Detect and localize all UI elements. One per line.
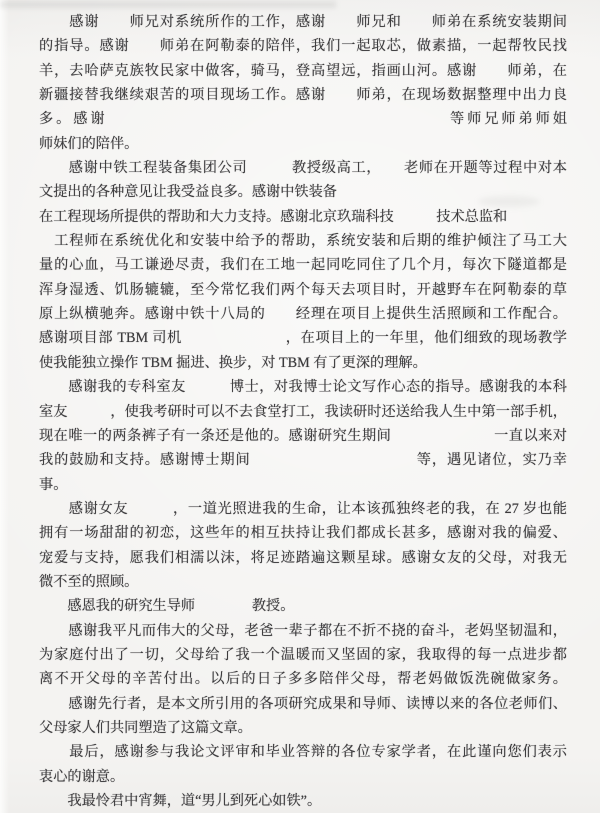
- text-line: 现在唯一的两条裤子有一条还是他的。感谢研究生期间 一直以来对: [39, 427, 567, 444]
- text-line: 工程师在系统优化和安装中给予的帮助，系统安装和后期的维护倾注了马工大: [39, 233, 567, 250]
- text-line: 羊，去哈萨克族牧民家中做客，骑马，登高望远，指画山河。感谢 师弟，在: [39, 62, 567, 79]
- acknowledgements-text-body: [39, 10, 567, 813]
- text-line: 在工程现场所提供的帮助和大力支持。感谢北京玖瑞科技 技术总监和: [39, 208, 508, 225]
- page-left-edge-highlight: [0, 0, 9, 813]
- text-line: 感谢先行者，是本文所引用的各项研究成果和导师、读博以来的各位老师们、: [39, 695, 567, 712]
- text-line: 感谢 师兄对系统所作的工作，感谢 师兄和 师弟在系统安装期间: [39, 14, 567, 30]
- text-line: 感谢我平凡而伟大的父母，老爸一辈子都在不折不挠的奋斗，老妈坚韧温和，: [39, 622, 567, 639]
- text-line: 宠爱与支持，愿我们相濡以沫，将足迹踏遍这颗星球。感谢女友的父母，对我无: [39, 549, 567, 566]
- text-line: 原上纵横驰奔。感谢中铁十八局的 经理在项目上提供生活照顾和工作配合。: [39, 306, 567, 323]
- text-line: 最后，感谢参与我论文评审和毕业答辩的各位专家学者，在此谨向您们表示: [39, 744, 567, 761]
- text-line: 衷心的谢意。: [39, 768, 125, 785]
- text-line: 微不至的照顾。: [39, 573, 139, 590]
- text-line: 我的鼓励和支持。感谢博士期间 等，遇见诸位，实乃幸: [39, 452, 567, 469]
- text-line: 感谢女友 ，一道光照进我的生命，让本该孤独终老的我，在 27 岁也能: [39, 500, 567, 517]
- text-line: 拥有一场甜甜的初恋，这些年的相互扶持让我们都成长甚多，感谢对我的偏爱、: [39, 525, 567, 542]
- text-line: 多。感谢 等师兄师弟师姐: [39, 111, 567, 128]
- text-line: 我最怜君中宵舞，道“男儿到死心如铁”。: [39, 793, 322, 809]
- top-shadow-streak: [0, 1, 336, 8]
- text-line: 量的心血，马工谦逊尽责，我们在工地一起同吃同住了几个月，每次下隧道都是: [39, 257, 567, 274]
- text-line: 文提出的各种意见让我受益良多。感谢中铁装备: [39, 184, 337, 201]
- text-line: 师妹们的陪伴。: [39, 135, 139, 152]
- text-line: 新疆接替我继续艰苦的项目现场工作。感谢 师弟，在现场数据整理中出力良: [39, 87, 567, 104]
- text-line: 感谢中铁工程装备集团公司 教授级高工， 老师在开题等过程中对本: [39, 160, 567, 177]
- text-line: 为家庭付出了一切，父母给了我一个温暖而又坚固的家，我取得的每一点进步都: [39, 646, 567, 663]
- text-line: 感谢项目部 TBM 司机 ，在项目上的一年里，他们细致的现场教学: [39, 330, 567, 347]
- text-line: 使我能独立操作 TBM 掘进、换步，对 TBM 有了更深的理解。: [39, 354, 427, 371]
- text-line: 离不开父母的辛苦付出。以后的日子多多陪伴父母，帮老妈做饭洗碗做家务。: [39, 671, 567, 688]
- text-line: 浑身湿透、饥肠辘辘，至今常忆我们两个每天去项目时，开越野车在阿勒泰的草: [39, 281, 567, 298]
- text-line: 的指导。感谢 师弟在阿勒泰的陪伴，我们一起取芯，做素描，一起帮牧民找: [39, 38, 567, 55]
- text-line: 父母家人们共同塑造了这篇文章。: [39, 719, 252, 736]
- text-line: 感谢我的专科室友 博士，对我博士论文写作心态的指导。感谢我的本科: [39, 379, 567, 396]
- text-line: 感恩我的研究生导师 教授。: [39, 598, 295, 615]
- text-line: 事。: [39, 476, 68, 493]
- text-line: 室友 ，使我考研时可以不去食堂打工，我读研时还送给我人生中第一部手机，: [39, 403, 567, 420]
